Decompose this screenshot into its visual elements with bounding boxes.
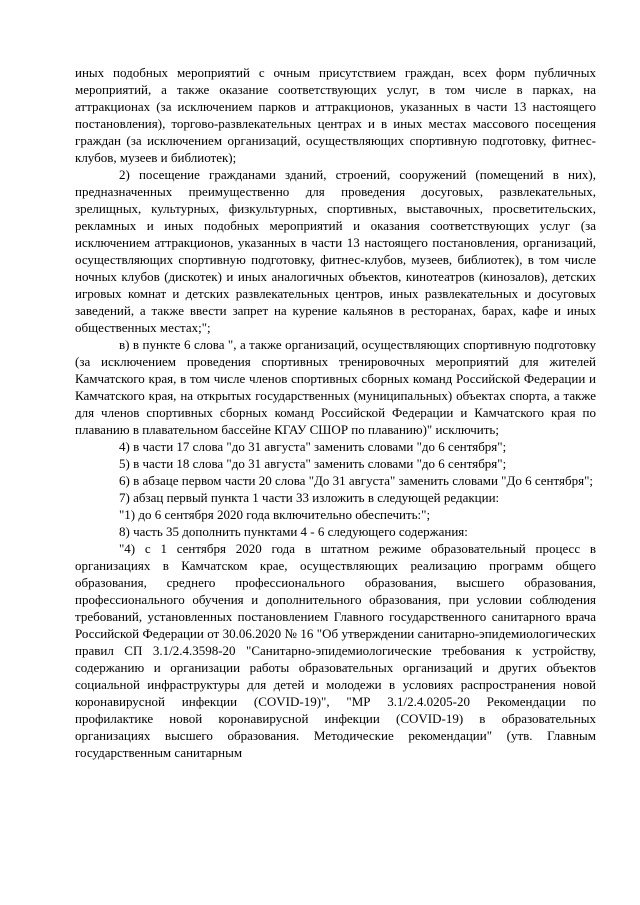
paragraph-quote-4: "4) с 1 сентября 2020 года в штатном режиме образовательный процесс в организациях в Камчатском крае, осуществляющих реализацию программ общего образования, среднего профессионального образования, высшего образования, профессионального обучения и дополнительного образования, при условии соблюдения требований, установленных постановлением Главного государственного санитарного врача Российской Федерации от 30.06.2020 № 16 "Об утверждении санитарно-эпидемиологических правил СП 3.1/2.4.3598-20 "Санитарно-эпидемиологические требования к устройству, содержанию и организации работы образовательных организаций и других объектов социальной инфраструктуры для детей и молодежи в условиях распространения новой коронавирусной инфекции (COVID-19)", "МР 3.1/2.4.0205-20 Рекомендации по профилактике новой коронавирусной инфекции (COVID-19) в образовательных организациях высшего образования. Методические рекомендации" (утв. Главным государственным санитарным [75, 541, 596, 760]
paragraph-item-7: 7) абзац первый пункта 1 части 33 изложить в следующей редакции: [119, 490, 500, 505]
paragraph-quote-1: "1) до 6 сентября 2020 года включительно обеспечить:"; [119, 507, 431, 522]
paragraph-item-4: 4) в части 17 слова "до 31 августа" заменить словами "до 6 сентября"; [119, 439, 507, 454]
document-page [75, 64, 596, 761]
paragraph-continued: иных подобных мероприятий с очным присутствием граждан, всех форм публичных мероприятий, а также оказание соответствующих услуг, в том числе в парках, на аттракционах (за исключением парков и аттракционов, указанных в части 13 настоящего постановления), торгово-развлекательных центрах и в иных местах массового посещения граждан (за исключением организаций, осуществляющих спортивную подготовку, фитнес-клубов, музеев и библиотек); [75, 65, 596, 165]
paragraph-item-6: 6) в абзаце первом части 20 слова "До 31 августа" заменить словами "До 6 сентября"; [119, 473, 593, 488]
paragraph-item-2: 2) посещение гражданами зданий, строений, сооружений (помещений в них), предназначенных преимущественно для проведения досуговых, развлекательных, зрелищных, культурных, физкультурных, спортивных, выставочных, просветительских, рекламных и иных подобных мероприятий и оказания соответствующих услуг (за исключением аттракционов, указанных в части 13 настоящего постановления, организаций, осуществляющих спортивную подготовку, фитнес-клубов, музеев, библиотек), в том числе ночных клубов (дискотек) и иных аналогичных объектов, кинотеатров (кинозалов), детских игровых комнат и детских развлекательных центров, иных развлекательных и досуговых заведений, а также ввести запрет на курение кальянов в ресторанах, барах, кафе и иных общественных местах;"; [75, 167, 596, 335]
paragraph-item-8: 8) часть 35 дополнить пунктами 4 - 6 следующего содержания: [119, 524, 468, 539]
paragraph-item-v: в) в пункте 6 слова ", а также организаций, осуществляющих спортивную подготовку (за исключением проведения спортивных тренировочных мероприятий для жителей Камчатского края, в том числе членов спортивных сборных команд Российской Федерации и Камчатского края, на открытых государственных (муниципальных) объектах спорта, а также для членов спортивных сборных команд Российской Федерации и Камчатского края по плаванию в плавательном бассейне КГАУ СШОР по плаванию)" исключить; [75, 337, 596, 437]
paragraph-item-5: 5) в части 18 слова "до 31 августа" заменить словами "до 6 сентября"; [119, 456, 507, 471]
